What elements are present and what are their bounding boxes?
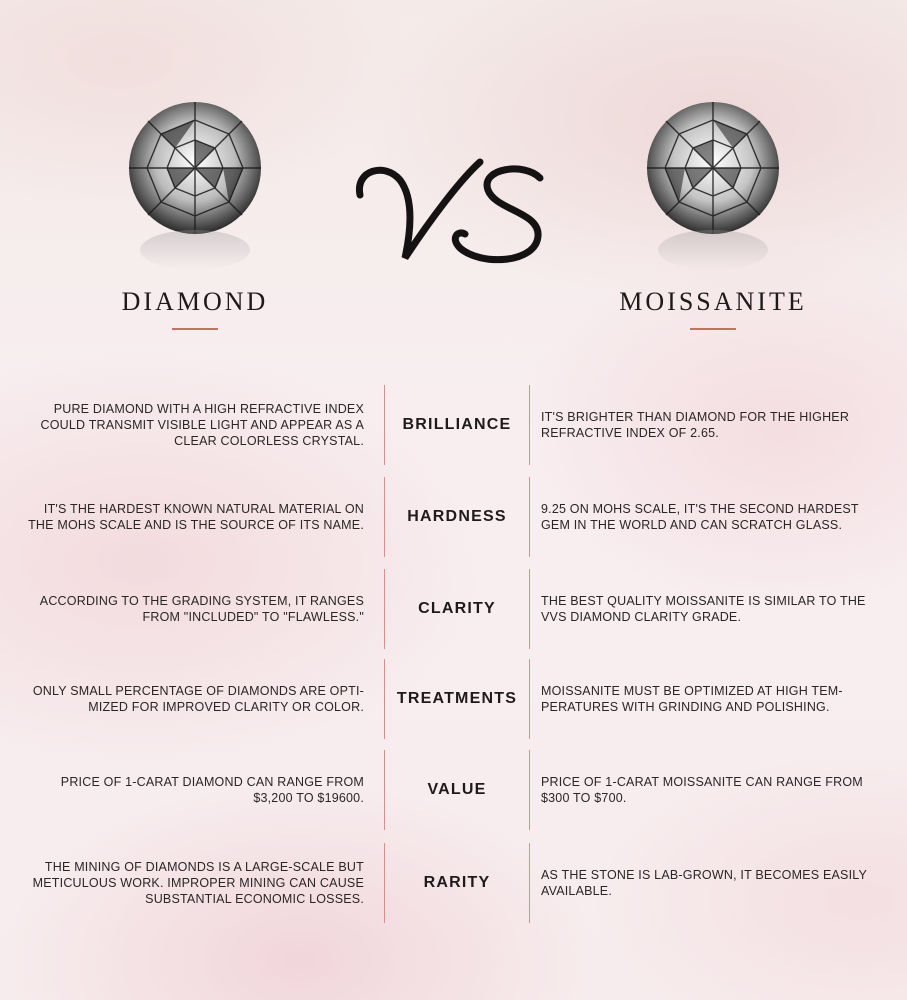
moissanite-rarity-text: AS THE STONE IS LAB-GROWN, IT BECOMES EASILY AVAILABLE.	[541, 868, 867, 898]
comparison-header	[0, 0, 907, 360]
diamond-clarity-text: ACCORDING TO THE GRADING SYSTEM, IT RANGES FROM "INCLUDED" TO "FLAWLESS."	[39, 594, 364, 624]
moissanite-value-text: PRICE OF 1-CARAT MOISSANITE CAN RANGE FROM $300 TO $700.	[541, 775, 863, 805]
comparison-row-rarity	[0, 843, 907, 923]
diamond-value-text: PRICE OF 1-CARAT DIAMOND CAN RANGE FROM $3,200 TO $19600.	[60, 775, 364, 805]
diamond-title: DIAMOND	[121, 287, 269, 316]
moissanite-title-underline	[690, 328, 736, 330]
comparison-row-brilliance	[0, 385, 907, 465]
moissanite-hardness-text: 9.25 ON MOHS SCALE, IT'S THE SECOND HARDEST GEM IN THE WORLD AND CAN SCRATCH GLASS.	[541, 502, 859, 532]
comparison-row-hardness	[0, 477, 907, 557]
attribute-label-clarity: CLARITY	[384, 569, 530, 649]
diamond-treatments-text: ONLY SMALL PERCENTAGE OF DIAMONDS ARE OPTI-MIZED FOR IMPROVED CLARITY OR COLOR.	[32, 684, 364, 714]
attribute-label-value: VALUE	[384, 750, 530, 830]
attribute-label-treatments: TREATMENTS	[384, 659, 530, 739]
moissanite-brilliance-text: IT'S BRIGHTER THAN DIAMOND FOR THE HIGHER REFRACTIVE INDEX OF 2.65.	[541, 410, 850, 440]
moissanite-title: MOISSANITE	[619, 287, 807, 316]
attribute-label-brilliance: BRILLIANCE	[384, 385, 530, 465]
comparison-row-treatments	[0, 659, 907, 739]
vs-script-text	[340, 140, 570, 285]
moissanite-clarity-text: THE BEST QUALITY MOISSANITE IS SIMILAR TO THE VVS DIAMOND CLARITY GRADE.	[541, 594, 866, 624]
diamond-title-underline	[172, 328, 218, 330]
attribute-label-rarity: RARITY	[384, 843, 530, 923]
diamond-image	[75, 100, 315, 275]
moissanite-treatments-text: MOISSANITE MUST BE OPTIMIZED AT HIGH TEM-PERATURES WITH GRINDING AND POLISHING.	[541, 684, 843, 714]
comparison-row-value	[0, 750, 907, 830]
attribute-label-hardness: HARDNESS	[384, 477, 530, 557]
diamond-hardness-text: IT'S THE HARDEST KNOWN NATURAL MATERIAL ON THE MOHS SCALE AND IS THE SOURCE OF ITS NAME.	[28, 502, 364, 532]
diamond-brilliance-text: PURE DIAMOND WITH A HIGH REFRACTIVE INDEX COULD TRANSMIT VISIBLE LIGHT AND APPEAR AS A CLEAR COLORLESS CRYSTAL.	[40, 402, 364, 448]
moissanite-image	[593, 100, 833, 275]
diamond-rarity-text: THE MINING OF DIAMONDS IS A LARGE-SCALE BUT METICULOUS WORK. IMPROPER MINING CAN CAUSE SUBSTANTIAL ECONOMIC LOSSES.	[32, 860, 364, 906]
diamond-column-header	[75, 100, 315, 330]
moissanite-column-header	[593, 100, 833, 330]
comparison-row-clarity	[0, 569, 907, 649]
